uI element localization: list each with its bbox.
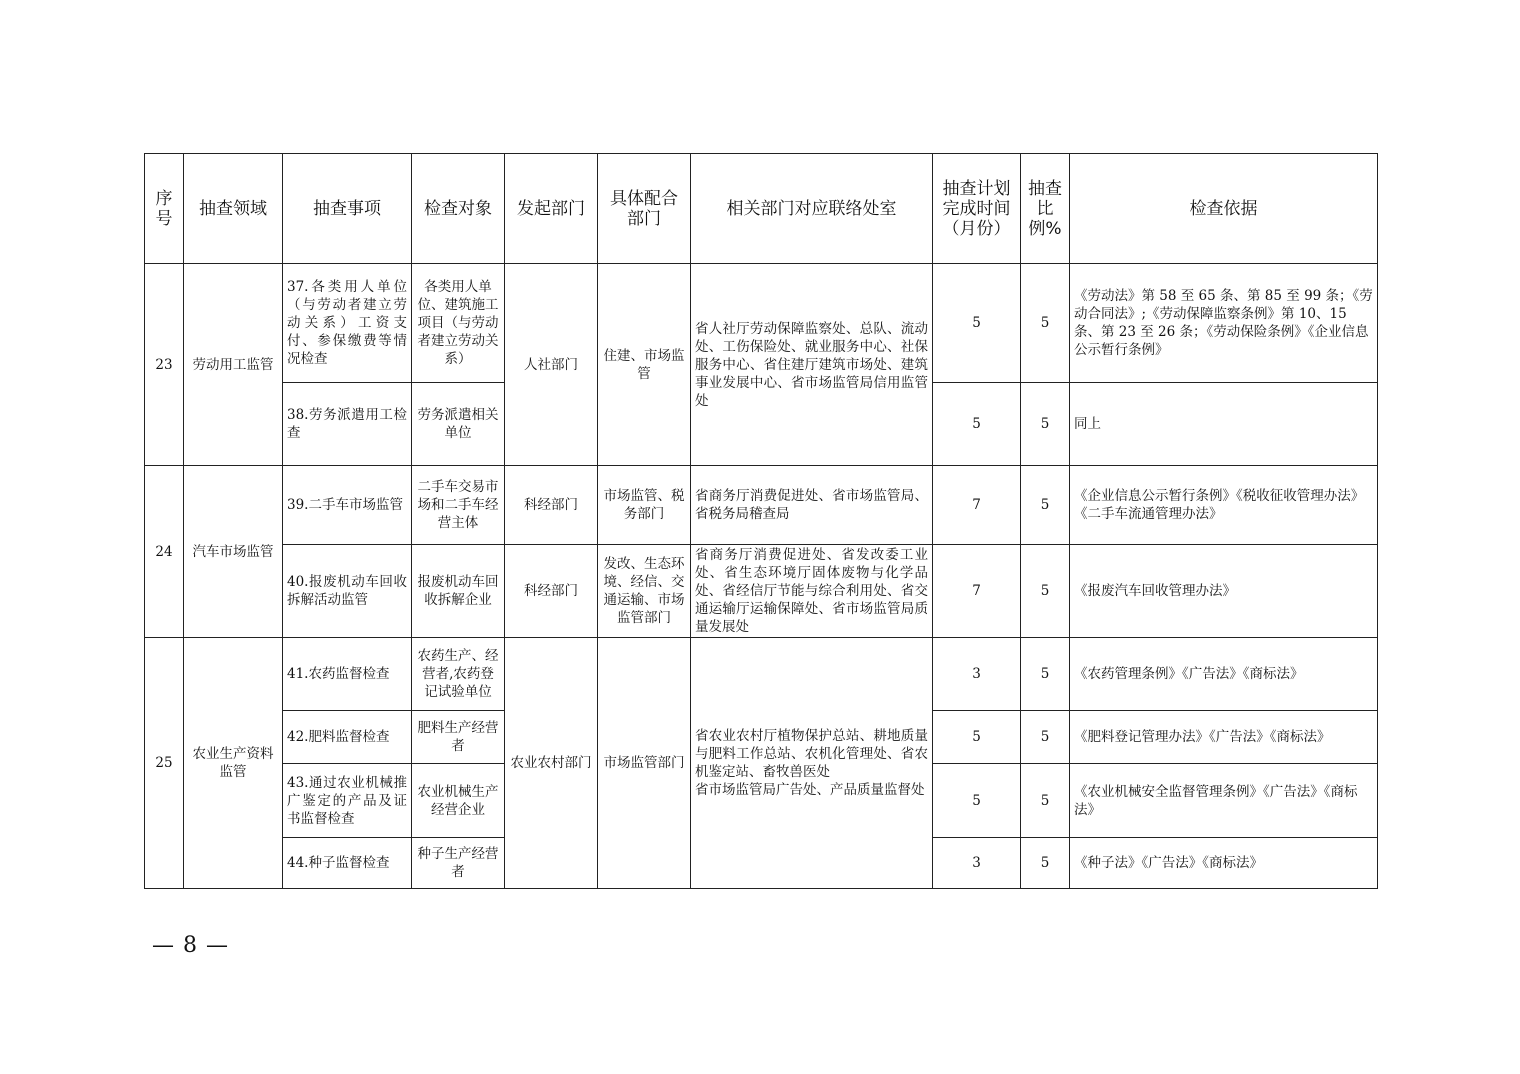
object-cell: 二手车交易市场和二手车经营主体 [412,466,505,545]
basis-cell: 《报废汽车回收管理办法》 [1070,545,1378,638]
object-cell: 种子生产经营者 [412,838,505,889]
ratio-cell: 5 [1021,383,1070,466]
basis-cell: 同上 [1070,383,1378,466]
time-cell: 7 [933,545,1021,638]
page-number: — 8 — [152,933,229,958]
basis-cell: 《农药管理条例》《广告法》《商标法》 [1070,638,1378,711]
object-cell: 各类用人单位、建筑施工项目（与劳动者建立劳动关系） [412,264,505,383]
table-row [145,466,1378,545]
ratio-cell: 5 [1021,711,1070,764]
item-cell: 42.肥料监督检查 [283,711,412,764]
basis-cell: 《种子法》《广告法》《商标法》 [1070,838,1378,889]
coop-cell: 市场监管、税务部门 [598,466,691,545]
time-cell: 7 [933,466,1021,545]
table-row [145,638,1378,711]
dept-cell: 农业农村部门 [505,638,598,889]
office-cell: 省商务厅消费促进处、省发改委工业处、省生态环境厅固体废物与化学品处、省经信厅节能与综合利用处、省交通运输厅运输保障处、省市场监管局质量发展处 [691,545,933,638]
header-object: 检查对象 [412,154,505,264]
item-cell: 43.通过农业机械推广鉴定的产品及证书监督检查 [283,764,412,838]
coop-cell: 市场监管部门 [598,638,691,889]
dept-cell: 科经部门 [505,466,598,545]
field-cell: 汽车市场监管 [184,466,283,638]
header-row [145,154,1378,264]
item-cell: 37.各类用人单位（与劳动者建立劳动关系）工资支付、参保缴费等情况检查 [283,264,412,383]
header-dept: 发起部门 [505,154,598,264]
office-cell: 省人社厅劳动保障监察处、总队、流动处、工伤保险处、就业服务中心、社保服务中心、省住建厅建筑市场处、建筑事业发展中心、省市场监管局信用监管处 [691,264,933,466]
seq-cell: 25 [145,638,184,889]
header-seq: 序号 [145,154,184,264]
ratio-cell: 5 [1021,545,1070,638]
office-cell: 省商务厅消费促进处、省市场监管局、省税务局稽查局 [691,466,933,545]
ratio-cell: 5 [1021,264,1070,383]
office-cell: 省农业农村厅植物保护总站、耕地质量与肥料工作总站、农机化管理处、省农机鉴定站、畜牧兽医处 省市场监管局广告处、产品质量监督处 [691,638,933,889]
item-cell: 41.农药监督检查 [283,638,412,711]
header-coop: 具体配合部门 [598,154,691,264]
time-cell: 5 [933,711,1021,764]
header-ratio: 抽查比例% [1021,154,1070,264]
basis-cell: 《企业信息公示暂行条例》《税收征收管理办法》《二手车流通管理办法》 [1070,466,1378,545]
header-item: 抽查事项 [283,154,412,264]
table-row [145,264,1378,383]
item-cell: 40.报废机动车回收拆解活动监管 [283,545,412,638]
ratio-cell: 5 [1021,838,1070,889]
time-cell: 3 [933,838,1021,889]
time-cell: 5 [933,764,1021,838]
header-time: 抽查计划完成时间（月份） [933,154,1021,264]
coop-cell: 发改、生态环境、经信、交通运输、市场监管部门 [598,545,691,638]
time-cell: 5 [933,264,1021,383]
seq-cell: 24 [145,466,184,638]
object-cell: 劳务派遣相关单位 [412,383,505,466]
basis-cell: 《劳动法》第 58 至 65 条、第 85 至 99 条；《劳动合同法》;《劳动保障监察条例》第 10、15 条、第 23 至 26 条；《劳动保险条例》《企业信息公示暂行条例》 [1070,264,1378,383]
object-cell: 农药生产、经营者,农药登记试验单位 [412,638,505,711]
ratio-cell: 5 [1021,764,1070,838]
header-basis: 检查依据 [1070,154,1378,264]
field-cell: 劳动用工监管 [184,264,283,466]
dept-cell: 科经部门 [505,545,598,638]
basis-cell: 《农业机械安全监督管理条例》《广告法》《商标法》 [1070,764,1378,838]
seq-cell: 23 [145,264,184,466]
time-cell: 5 [933,383,1021,466]
coop-cell: 住建、市场监管 [598,264,691,466]
header-field: 抽查领域 [184,154,283,264]
object-cell: 报废机动车回收拆解企业 [412,545,505,638]
ratio-cell: 5 [1021,638,1070,711]
item-cell: 39.二手车市场监管 [283,466,412,545]
time-cell: 3 [933,638,1021,711]
dept-cell: 人社部门 [505,264,598,466]
item-cell: 38.劳务派遣用工检查 [283,383,412,466]
item-cell: 44.种子监督检查 [283,838,412,889]
field-cell: 农业生产资料监管 [184,638,283,889]
ratio-cell: 5 [1021,466,1070,545]
object-cell: 肥料生产经营者 [412,711,505,764]
inspection-table [144,153,1378,889]
basis-cell: 《肥料登记管理办法》《广告法》《商标法》 [1070,711,1378,764]
table-row [145,545,1378,638]
object-cell: 农业机械生产经营企业 [412,764,505,838]
header-office: 相关部门对应联络处室 [691,154,933,264]
